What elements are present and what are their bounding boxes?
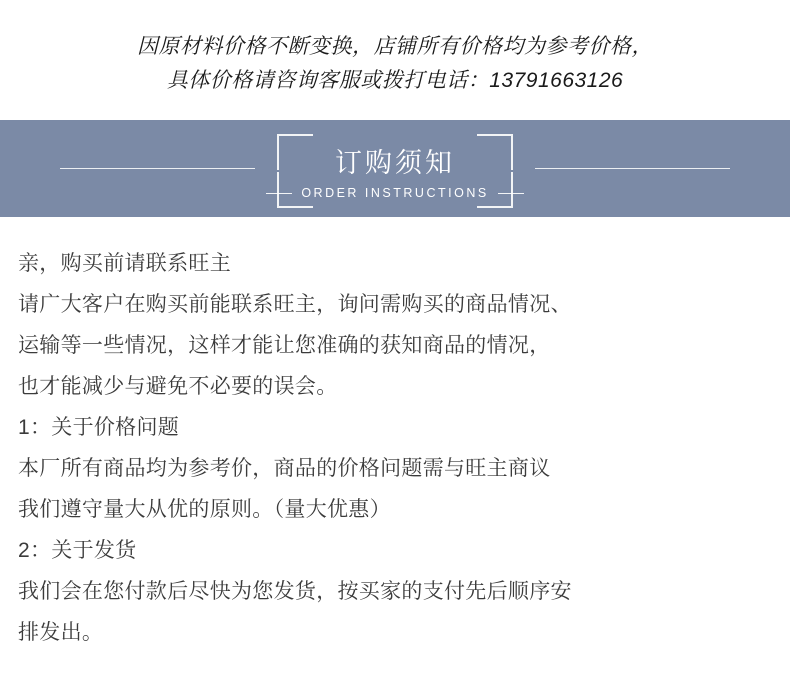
instructions-line: 运输等一些情况，这样才能让您准确的获知商品的情况，: [18, 334, 551, 357]
instructions-line: 我们遵守量大从优的原则。（量大优惠）: [18, 498, 391, 521]
instructions-line: 也才能减少与避免不必要的误会。: [18, 375, 338, 398]
price-notice: [0, 0, 790, 98]
banner-subtitle-wrap: [0, 186, 790, 200]
price-notice-line-2: 具体价格请咨询客服或拨打电话：13791663126: [166, 69, 624, 92]
banner-inner: [0, 120, 790, 217]
banner-subtitle: ORDER INSTRUCTIONS: [301, 186, 489, 200]
price-notice-line-1: 因原材料价格不断变换，店铺所有价格均为参考价格，: [137, 35, 653, 58]
instructions-line: 2：关于发货: [18, 539, 137, 562]
instructions-line: 亲，购买前请联系旺主: [18, 252, 231, 275]
instructions-line: 排发出。: [18, 621, 104, 644]
instructions-body: [0, 217, 790, 653]
order-instructions-banner: [0, 120, 790, 217]
banner-subtitle-dash-left: [266, 193, 292, 194]
instructions-line: 我们会在您付款后尽快为您发货，按买家的支付先后顺序安: [18, 580, 572, 603]
instructions-line: 本厂所有商品均为参考价，商品的价格问题需与旺主商议: [18, 457, 551, 480]
instructions-line: 请广大客户在购买前能联系旺主，询问需购买的商品情况、: [18, 293, 572, 316]
banner-title: 订购须知: [335, 148, 455, 178]
instructions-line: 1：关于价格问题: [18, 416, 180, 439]
banner-subtitle-dash-right: [498, 193, 524, 194]
